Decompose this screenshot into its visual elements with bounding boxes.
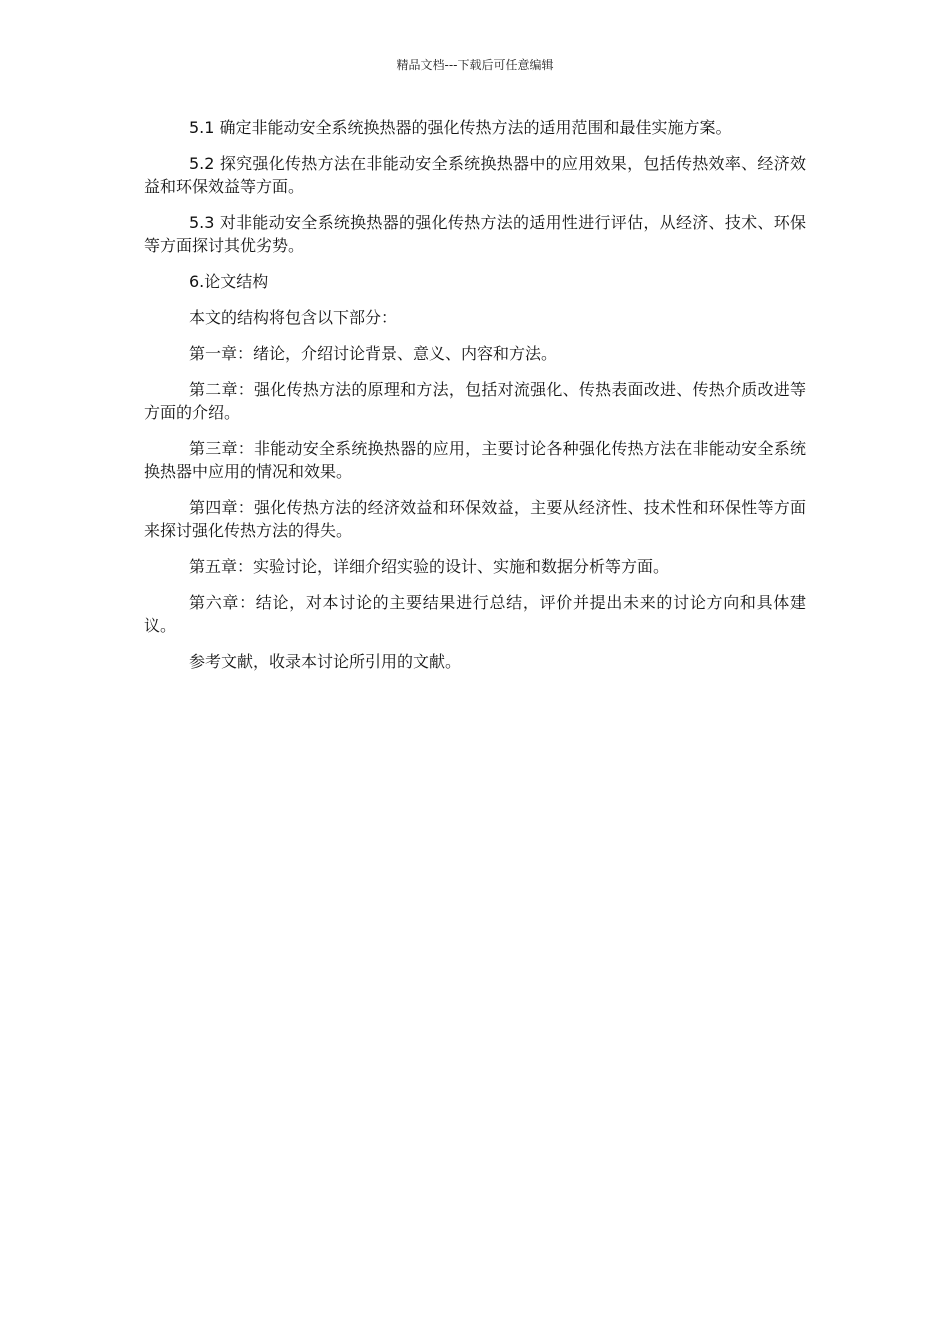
page-header: 精品文档---下载后可任意编辑 (396, 58, 554, 72)
paragraph-structure-intro: 本文的结构将包含以下部分： (189, 308, 398, 327)
paragraph-references: 参考文献，收录本讨论所引用的文献。 (189, 652, 462, 671)
paragraph-chapter-6: 第六章：结论，对本讨论的主要结果进行总结，评价并提出未来的讨论方向和具体建议。 (144, 593, 806, 635)
section-heading-thesis-structure: 6.论文结构 (189, 272, 269, 291)
paragraph-chapter-5: 第五章：实验讨论，详细介绍实验的设计、实施和数据分析等方面。 (189, 557, 670, 576)
paragraph-5-2: 5.2 探究强化传热方法在非能动安全系统换热器中的应用效果，包括传热效率、经济效益和环保效益等方面。 (144, 154, 806, 196)
paragraph-5-3: 5.3 对非能动安全系统换热器的强化传热方法的适用性进行评估，从经济、技术、环保等方面探讨其优劣势。 (144, 213, 806, 255)
paragraph-5-1: 5.1 确定非能动安全系统换热器的强化传热方法的适用范围和最佳实施方案。 (189, 118, 732, 137)
paragraph-chapter-4: 第四章：强化传热方法的经济效益和环保效益，主要从经济性、技术性和环保性等方面来探讨强化传热方法的得失。 (144, 498, 806, 540)
paragraph-chapter-1: 第一章：绪论，介绍讨论背景、意义、内容和方法。 (189, 344, 558, 363)
paragraph-chapter-3: 第三章：非能动安全系统换热器的应用，主要讨论各种强化传热方法在非能动安全系统换热器中应用的情况和效果。 (144, 439, 806, 481)
document-body (144, 116, 806, 686)
paragraph-chapter-2: 第二章：强化传热方法的原理和方法，包括对流强化、传热表面改进、传热介质改进等方面的介绍。 (144, 380, 806, 422)
